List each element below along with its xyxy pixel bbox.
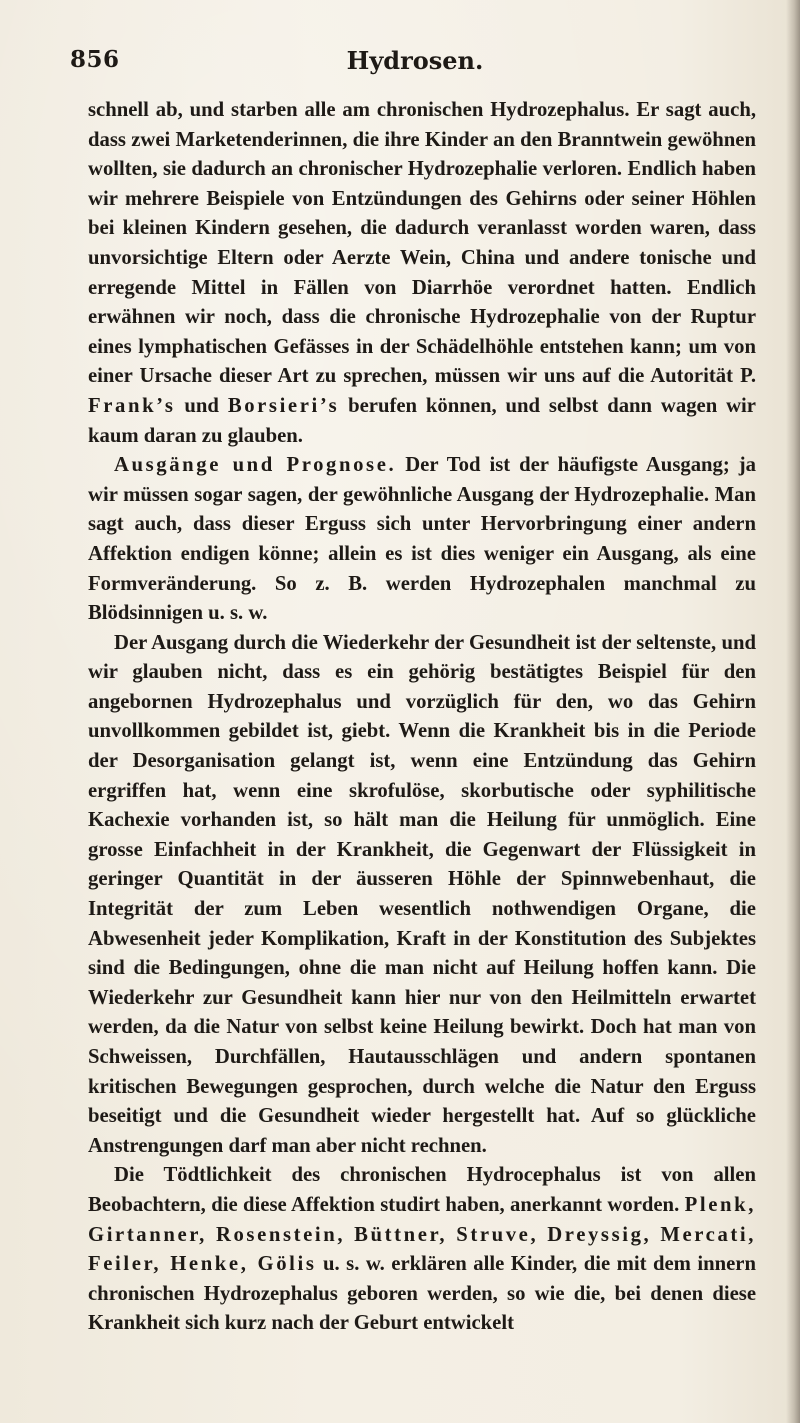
text-segment: und <box>175 394 228 417</box>
text-segment: u. s. w. erklären alle Kinder, die mit dem innern chronischen Hydrozephalus geboren werden, so wie die, bei denen diese Krankheit sich kurz nach der Geburt entwickelt <box>88 1253 756 1335</box>
text-segment: Die Tödtlichkeit des chronischen Hydrocephalus ist von allen Beobachtern, die diese Affektion studirt haben, anerkannt worden. <box>88 1164 756 1216</box>
page-number: 856 <box>70 46 120 73</box>
paragraph <box>88 451 756 629</box>
text-segment: berufen können, und selbst dann wagen wir kaum daran zu glauben. <box>88 394 756 447</box>
paragraph <box>88 96 756 451</box>
text-segment: Der Ausgang durch die Wiederkehr der Gesundheit ist der seltenste, und wir glauben nicht, dass es ein gehörig bestätigtes Beispiel für den angebornen Hydrozephalus und vorzüglich für den, wo das Gehirn unvollkommen gebildet ist, giebt. Wenn die Krankheit bis in die Periode der Desorganisation gelangt ist, wenn eine Entzündung das Gehirn ergriffen hat, wenn eine skrofulöse, skorbutische oder syphilitische Kachexie vorhanden ist, so hält man die Heilung für unmöglich. Eine grosse Einfachheit in der Krankheit, die Gegenwart der Flüssigkeit in geringer Quantität in der äusseren Höhle der Spinnwebenhaut, die Integrität der zum Leben wesentlich nothwendigen Organe, die Abwesenheit jeder Komplikation, Kraft in der Konstitution des Subjektes sind die Bedingungen, ohne die man nicht auf Heilung hoffen kann. Die Wiederkehr zur Gesundheit kann hier nur von den Heilmitteln erwartet werden, da die Natur von selbst keine Heilung bewirkt. Doch hat man von Schweissen, Durchfällen, Hautausschlägen und andern spontanen kritischen Bewegungen gesprochen, durch welche die Natur den Erguss beseitigt und die Gesundheit wieder hergestellt hat. Auf so glückliche Anstrengungen darf man aber nicht rechnen. <box>88 631 756 1157</box>
spaced-emphasis-text: Frank’s <box>88 394 176 417</box>
spaced-emphasis-text: Plenk, Girtanner, Rosenstein, Büttner, Struve, Dreyssig, Mercati, Feiler, Henke, Gölis <box>88 1193 756 1276</box>
text-segment: Der Tod ist der häufigste Ausgang; ja wir müssen sogar sagen, der gewöhnliche Ausgang der Hydrozephalie. Man sagt auch, dass dieser Erguss sich unter Hervorbringung einer andern Affektion endigen könne; allein es ist dies weniger ein Ausgang, als eine Formveränderung. So z. B. werden Hydrozephalen manchmal zu Blödsinnigen u. s. w. <box>88 454 756 625</box>
body-text <box>88 96 756 1339</box>
paragraph <box>88 1161 756 1339</box>
page-edge-shadow <box>786 0 800 1423</box>
running-title: Hydrosen. <box>346 46 484 75</box>
page-header <box>70 46 760 80</box>
text-segment: schnell ab, und starben alle am chronischen Hydrozephalus. Er sagt auch, dass zwei Marketenderinnen, die ihre Kinder an den Branntwein gewöhnen wollten, sie dadurch an chronischer Hydrozephalie verloren. Endlich haben wir mehrere Beispiele von Entzündungen des Gehirns oder seiner Höhlen bei kleinen Kindern gesehen, die dadurch veranlasst worden waren, dass unvorsichtige Eltern oder Aerzte Wein, China und andere tonische und erregende Mittel in Fällen von Diarrhöe verordnet hatten. Endlich erwähnen wir noch, dass die chronische Hydrozephalie von der Ruptur eines lymphatischen Gefässes in der Schädelhöhle entstehen kann; um von einer Ursache dieser Art zu sprechen, müssen wir uns auf die Autorität P. <box>88 99 756 388</box>
spaced-emphasis-text: Ausgänge und Prognose. <box>114 454 397 477</box>
paragraph <box>88 629 756 1162</box>
spaced-emphasis-text: Borsieri’s <box>227 394 340 417</box>
